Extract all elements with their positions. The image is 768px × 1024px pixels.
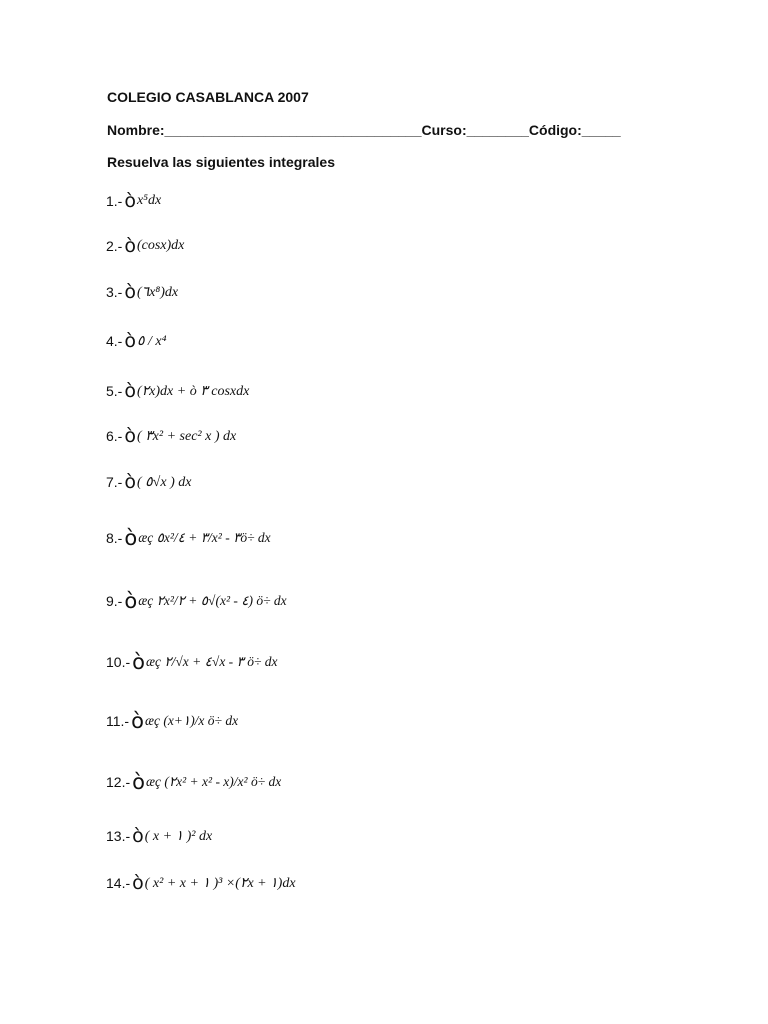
- exercise-expression: ( x + ١ )² dx: [144, 828, 213, 844]
- exercise-number: 1.-: [106, 193, 123, 209]
- integral-sign: ò: [132, 824, 144, 847]
- exercise-number: 2.-: [106, 238, 123, 254]
- exercise-expression: (cosx)dx: [136, 238, 185, 253]
- integral-sign: ò: [124, 588, 138, 613]
- exercise-expression: x⁵dx: [136, 193, 162, 208]
- exercise-9: [106, 586, 287, 616]
- integral-sign: ò: [132, 871, 144, 894]
- integral-sign: ò: [124, 280, 136, 303]
- exercise-6: [106, 421, 236, 451]
- exercise-11: [106, 706, 238, 736]
- instruction-text: Resuelva las siguientes integrales: [107, 154, 335, 170]
- exercise-2: [106, 231, 184, 261]
- exercise-number: 10.-: [106, 654, 131, 670]
- exercise-number: 12.-: [106, 774, 131, 790]
- exercise-number: 4.-: [106, 333, 123, 349]
- exercise-8: [106, 523, 271, 553]
- exercise-expression: ( ٥√x ) dx: [136, 474, 192, 490]
- integral-sign: ò: [124, 189, 136, 212]
- exercise-number: 8.-: [106, 530, 123, 546]
- exercise-14: [106, 868, 296, 898]
- integral-sign: ò: [124, 525, 138, 550]
- exercise-7: [106, 467, 191, 497]
- exercise-13: [106, 821, 212, 851]
- integral-sign: ò: [124, 470, 136, 493]
- exercise-expression: æç (٢x² + x² - x)/x² ö÷ dx: [145, 774, 282, 789]
- exercise-expression: ( ٣x² + sec² x ) dx: [136, 428, 237, 444]
- exercise-number: 11.-: [106, 713, 130, 729]
- exercise-expression: (٦x⁸)dx: [136, 284, 179, 300]
- exercise-number: 9.-: [106, 593, 123, 609]
- exercise-expression: æç ٥x²/٣ + ٤/x² - ٣ö÷ dx: [138, 530, 271, 545]
- exercise-3: [106, 277, 178, 307]
- exercise-1: [106, 186, 161, 216]
- exercise-number: 7.-: [106, 474, 123, 490]
- school-title: COLEGIO CASABLANCA 2007: [107, 89, 309, 105]
- exercise-expression: ( x² + x + ١ )³ ×(٢x + ١)dx: [144, 875, 296, 891]
- exercise-number: 5.-: [106, 383, 123, 399]
- integral-sign: ò: [124, 379, 136, 402]
- exercise-number: 13.-: [106, 828, 131, 844]
- integral-sign: ò: [124, 424, 136, 447]
- exercise-number: 14.-: [106, 875, 131, 891]
- exercise-expression: æç ٢x²/٥ + ٢√(x² - ٤) ö÷ dx: [138, 593, 287, 608]
- integral-sign: ò: [132, 769, 145, 794]
- exercise-10: [106, 647, 277, 677]
- integral-sign: ò: [124, 234, 136, 257]
- exercise-5: [106, 376, 249, 406]
- integral-sign: ò: [132, 649, 145, 674]
- exercise-12: [106, 767, 281, 797]
- exercise-expression: (٢x)dx + ò ٣ cosxdx: [136, 383, 250, 399]
- exercise-number: 6.-: [106, 428, 123, 444]
- exercise-expression: æç (x+١)/x ö÷ dx: [144, 713, 239, 728]
- exercise-number: 3.-: [106, 284, 123, 300]
- student-info-line: Nombre:_________________________________Curso:________Código:_____: [107, 122, 621, 138]
- exercise-4: [106, 326, 166, 356]
- exercise-expression: ٥ / x⁴: [136, 333, 167, 349]
- integral-sign: ò: [124, 329, 136, 352]
- exercise-expression: æç ٢/√x + ٤√x - ٣ ö÷ dx: [145, 654, 278, 669]
- integral-sign: ò: [131, 708, 144, 733]
